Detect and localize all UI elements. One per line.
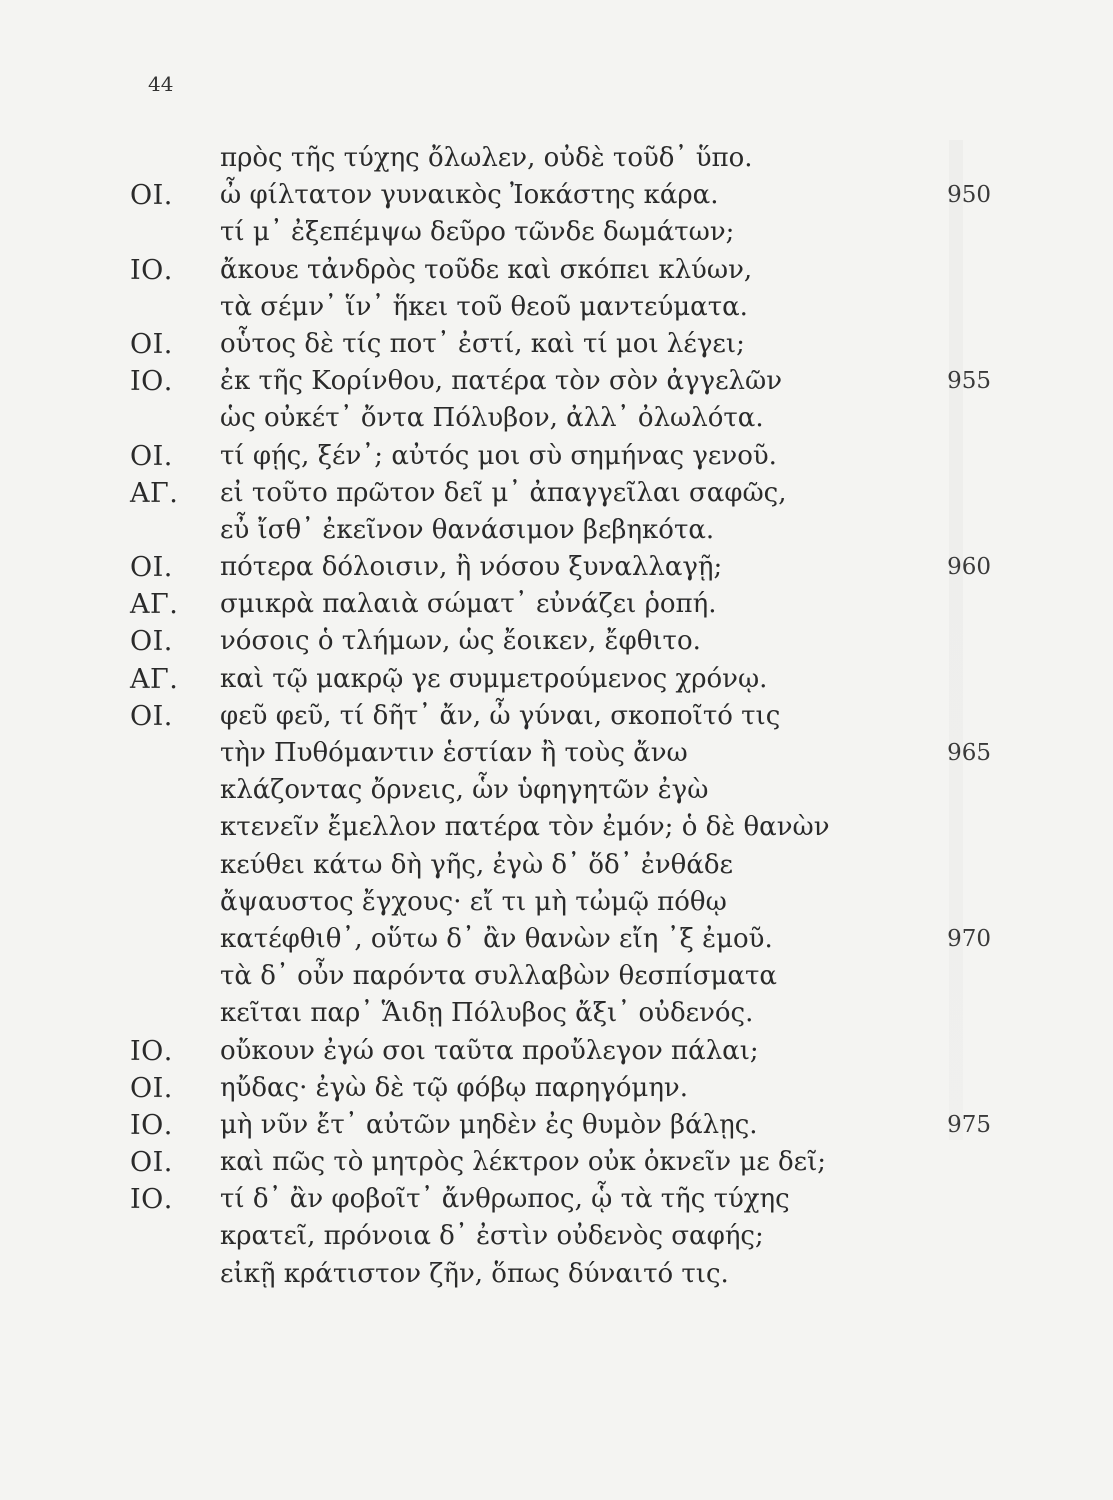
speaker-label: ΙΟ.	[130, 254, 173, 286]
line-number: 960	[947, 554, 991, 581]
verse-text: κλάζοντας ὄρνεις, ὧν ὑφηγητῶν ἐγὼ	[220, 775, 709, 806]
verse-text: ἐκ τῆς Κορίνθου, πατέρα τὸν σὸν ἀγγελῶν	[220, 366, 783, 397]
verse-line	[0, 475, 1113, 512]
verse-line	[0, 363, 1113, 400]
verse-line	[0, 661, 1113, 698]
verse-text: ηὔδας· ἐγὼ δὲ τῷ φόβῳ παρηγόμην.	[220, 1072, 688, 1103]
verse-text: ἄκουε τἀνδρὸς τοῦδε καὶ σκόπει κλύων,	[220, 254, 753, 285]
verse-text: εἰ τοῦτο πρῶτον δεῖ μ᾽ ἀπαγγεῖλαι σαφῶς,	[220, 477, 787, 508]
speaker-label: ΟΙ.	[130, 440, 173, 472]
verse-line	[0, 438, 1113, 475]
verse-line	[0, 847, 1113, 884]
line-number: 970	[947, 925, 991, 952]
speaker-label: ΟΙ.	[130, 552, 173, 584]
verse-text: πρὸς τῆς τύχης ὄλωλεν, οὐδὲ τοῦδ᾽ ὕπο.	[220, 143, 753, 173]
verse-text: τί φῄς, ξέν᾽; αὐτός μοι σὺ σημήνας γενοῦ.	[220, 440, 777, 471]
page-number: 44	[148, 72, 174, 96]
verse-text: νόσοις ὁ τλήμων, ὡς ἔοικεν, ἔφθιτο.	[220, 626, 701, 657]
verse-text: κτενεῖν ἔμελλον πατέρα τὸν ἐμόν; ὁ δὲ θανὼν	[220, 812, 830, 843]
verse-line	[0, 809, 1113, 846]
verse-text: εὖ ἴσθ᾽ ἐκεῖνον θανάσιμον βεβηκότα.	[220, 514, 715, 545]
verse-line	[0, 400, 1113, 437]
verse-line	[0, 326, 1113, 363]
line-number: 950	[947, 182, 991, 209]
line-number: 955	[947, 368, 991, 395]
verse-text: τὰ δ᾽ οὖν παρόντα συλλαβὼν θεσπίσματα	[220, 961, 777, 992]
verse-text: οὗτος δὲ τίς ποτ᾽ ἐστί, καὶ τί μοι λέγει;	[220, 328, 745, 359]
verse-line	[0, 1144, 1113, 1181]
speaker-label: ΟΙ.	[130, 180, 173, 212]
verse-line	[0, 698, 1113, 735]
speaker-label: ΑΓ.	[130, 477, 179, 509]
verse-line	[0, 252, 1113, 289]
speaker-label: ΟΙ.	[130, 700, 173, 732]
verse-line	[0, 1218, 1113, 1255]
verse-text: τὴν Πυθόμαντιν ἑστίαν ἢ τοὺς ἄνω	[220, 738, 688, 768]
verse-text: ὡς οὐκέτ᾽ ὄντα Πόλυβον, ἀλλ᾽ ὀλωλότα.	[220, 403, 764, 434]
verse-text: εἰκῇ κράτιστον ζῆν, ὅπως δύναιτό τις.	[220, 1258, 729, 1289]
speaker-label: ΟΙ.	[130, 626, 173, 658]
line-number: 965	[947, 740, 991, 766]
verse-line	[0, 958, 1113, 995]
verse-text: σμικρὰ παλαιὰ σώματ᾽ εὐνάζει ῥοπή.	[220, 589, 717, 620]
verse-text: ἄψαυστος ἔγχους· εἴ τι μὴ τὠμῷ πόθῳ	[220, 886, 727, 917]
verse-line	[0, 1107, 1113, 1144]
speaker-label: ΙΟ.	[130, 366, 173, 398]
verse-text: τί δ᾽ ἂν φοβοῖτ᾽ ἄνθρωπος, ᾧ τὰ τῆς τύχης	[220, 1184, 790, 1215]
verse-line	[0, 884, 1113, 921]
verse-text: οὔκουν ἐγώ σοι ταῦτα προὔλεγον πάλαι;	[220, 1035, 759, 1066]
verse-line	[0, 1070, 1113, 1107]
speaker-label: ΟΙ.	[130, 1147, 173, 1179]
verse-line	[0, 512, 1113, 549]
verse-line	[0, 586, 1113, 623]
verse-text: φεῦ φεῦ, τί δῆτ᾽ ἄν, ὦ γύναι, σκοποῖτό τις	[220, 700, 781, 731]
verse-line	[0, 177, 1113, 214]
speaker-label: ΑΓ.	[130, 663, 179, 695]
verse-line	[0, 140, 1113, 177]
verse-text: κρατεῖ, πρόνοια δ᾽ ἐστὶν οὐδενὸς σαφής;	[220, 1221, 764, 1252]
verse-text: μὴ νῦν ἔτ᾽ αὐτῶν μηδὲν ἐς θυμὸν βάλῃς.	[220, 1109, 758, 1140]
verse-block	[0, 140, 1113, 1293]
verse-text: τί μ᾽ ἐξεπέμψω δεῦρο τῶνδε δωμάτων;	[220, 217, 735, 248]
verse-text: τὰ σέμν᾽ ἵν᾽ ἥκει τοῦ θεοῦ μαντεύματα.	[220, 291, 748, 322]
verse-line	[0, 289, 1113, 326]
verse-text: κατέφθιθ᾽, οὕτω δ᾽ ἂν θανὼν εἴη ᾽ξ ἐμοῦ.	[220, 923, 773, 954]
verse-text: καὶ τῷ μακρῷ γε συμμετρούμενος χρόνῳ.	[220, 663, 768, 694]
verse-line	[0, 772, 1113, 809]
verse-text: ὦ φίλτατον γυναικὸς Ἰοκάστης κάρα.	[220, 180, 719, 211]
speaker-label: ΑΓ.	[130, 589, 179, 621]
speaker-label: ΟΙ.	[130, 1072, 173, 1104]
verse-text: κεῖται παρ᾽ Ἅιδῃ Πόλυβος ἄξι᾽ οὐδενός.	[220, 998, 754, 1029]
verse-text: πότερα δόλοισιν, ἢ νόσου ξυναλλαγῇ;	[220, 552, 723, 583]
line-number: 975	[947, 1111, 991, 1138]
verse-line	[0, 995, 1113, 1032]
speaker-label: ΙΟ.	[130, 1109, 173, 1141]
speaker-label: ΟΙ.	[130, 328, 173, 360]
verse-line	[0, 623, 1113, 660]
verse-text: κεύθει κάτω δὴ γῆς, ἐγὼ δ᾽ ὅδ᾽ ἐνθάδε	[220, 849, 734, 880]
speaker-label: ΙΟ.	[130, 1035, 173, 1067]
verse-line	[0, 1256, 1113, 1293]
verse-line	[0, 921, 1113, 958]
speaker-label: ΙΟ.	[130, 1184, 173, 1216]
verse-line	[0, 214, 1113, 251]
verse-text: καὶ πῶς τὸ μητρὸς λέκτρον οὐκ ὀκνεῖν με δεῖ;	[220, 1147, 827, 1178]
verse-line	[0, 1181, 1113, 1218]
verse-line	[0, 549, 1113, 586]
verse-line	[0, 735, 1113, 772]
verse-line	[0, 1033, 1113, 1070]
